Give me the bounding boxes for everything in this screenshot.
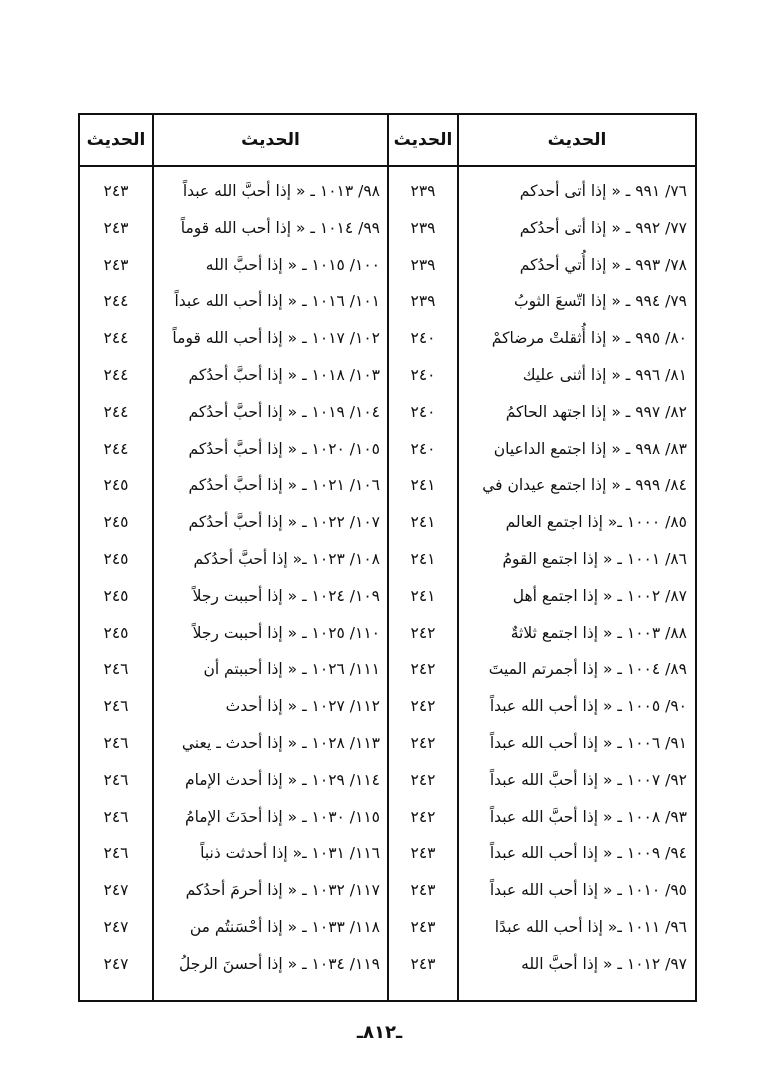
hadith-title-left: ١١٣/ ١٠٢٨ ـ « إذا أحدث ـ يعني — [181, 733, 380, 752]
table-row — [80, 394, 695, 431]
hadith-title-right: ٨٨/ ١٠٠٣ ـ « إذا اجتمع ثلاثةٌ — [510, 623, 687, 642]
hadith-title-left: ١١٥/ ١٠٣٠ ـ « إذا أحدَثَ الإمامُ — [184, 807, 380, 826]
header-hadith-num-right: الحديث — [393, 130, 453, 150]
hadith-title-left: ١٠٧/ ١٠٢٢ ـ « إذا أحبَّ أحدُكم — [188, 513, 380, 532]
table-row — [80, 615, 695, 652]
hadith-title-right: ٧٦/ ٩٩١ ـ « إذا أتى أحدكم — [519, 182, 687, 200]
page-number-right: ٢٣٩ — [410, 255, 436, 274]
table-row — [80, 725, 695, 762]
page-number-left: ٢٤٤ — [103, 402, 129, 421]
table-row — [80, 651, 695, 688]
hadith-title-left: ١١٨/ ١٠٣٣ ـ « إذا أحْسَنتُم من — [189, 917, 380, 936]
page-number-right: ٢٤١ — [410, 476, 436, 495]
table-row — [80, 431, 695, 468]
page-number-right: ٢٤٣ — [410, 844, 436, 863]
hadith-title-right: ٨٣/ ٩٩٨ ـ « إذا اجتمع الداعيان — [493, 439, 687, 458]
hadith-title-left: ١٠٩/ ١٠٢٤ ـ « إذا أحببت رجلاً — [192, 586, 380, 605]
header-hadith-title-left: الحديث — [241, 130, 300, 150]
hadith-title-left: ١١٤/ ١٠٢٩ ـ « إذا أحدث الإمام — [184, 770, 380, 789]
hadith-title-left: ١١٧/ ١٠٣٢ ـ « إذا أحرمَ أحدُكم — [185, 881, 380, 900]
page-number-right: ٢٤٢ — [410, 660, 436, 679]
hadith-title-left: ١١١/ ١٠٢٦ ـ « إذا أحببتم أن — [203, 660, 380, 679]
page-number-left: ٢٤٦ — [103, 770, 129, 789]
hadith-title-left: ١٠٢/ ١٠١٧ ـ « إذا أحب الله قوماً — [172, 329, 380, 348]
table-row — [80, 210, 695, 247]
page-number-right: ٢٤١ — [410, 549, 436, 568]
table-row — [80, 541, 695, 578]
hadith-title-left: ١٠٤/ ١٠١٩ ـ « إذا أحبَّ أحدُكم — [188, 402, 380, 421]
table-row — [80, 173, 695, 210]
page-number-left: ٢٤٦ — [103, 733, 129, 752]
hadith-title-right: ٧٩/ ٩٩٤ ـ « إذا اتّسعَ الثوبُ — [514, 292, 687, 311]
hadith-title-left: ١٠١/ ١٠١٦ ـ « إذا أحب الله عبداً — [174, 292, 380, 311]
page-number-right: ٢٤٠ — [410, 329, 436, 348]
page-number-right: ٢٤٣ — [410, 881, 436, 900]
page-number-left: ٢٤٥ — [103, 623, 129, 642]
page-number-left: ٢٤٦ — [103, 807, 129, 826]
table-row — [80, 762, 695, 799]
page-number-left: ٢٤٧ — [103, 881, 129, 900]
page-number-left: ٢٤٣ — [103, 218, 129, 237]
page-number-left: ٢٤٣ — [103, 182, 129, 200]
hadith-title-left: ١١٠/ ١٠٢٥ ـ « إذا أحببت رجلاً — [192, 623, 380, 642]
hadith-title-right: ٩٣/ ١٠٠٨ ـ « إذا أحبَّ الله عبداً — [489, 807, 687, 826]
header-hadith-num-left: الحديث — [86, 130, 146, 150]
page-number-right: ٢٤٢ — [410, 770, 436, 789]
page-number-right: ٢٣٩ — [410, 182, 436, 200]
page-number-left: ٢٤٥ — [103, 513, 129, 532]
hadith-title-left: ١١٩/ ١٠٣٤ ـ « إذا أحسنَ الرجلُ — [178, 954, 380, 973]
table-row — [80, 578, 695, 615]
table-row — [80, 799, 695, 836]
page-number-left: ٢٤٤ — [103, 439, 129, 458]
table-row — [80, 467, 695, 504]
hadith-title-right: ٧٧/ ٩٩٢ ـ « إذا أتى أحدُكم — [519, 218, 687, 237]
hadith-title-left: ١٠٠/ ١٠١٥ ـ « إذا أحبَّ الله — [205, 255, 380, 274]
hadith-title-right: ٩١/ ١٠٠٦ ـ « إذا أحب الله عبداً — [489, 733, 687, 752]
page-number-left: ٢٤٤ — [103, 329, 129, 348]
table-row — [80, 909, 695, 946]
page-number-right: ٢٤١ — [410, 586, 436, 605]
table-row — [80, 946, 695, 983]
page-number-left: ٢٤٦ — [103, 844, 129, 863]
table-row — [80, 247, 695, 284]
hadith-title-left: ١٠٨/ ١٠٢٣ ـ« إذا أحبَّ أحدُكم — [193, 549, 380, 568]
hadith-title-left: ١٠٥/ ١٠٢٠ ـ « إذا أحبَّ أحدُكم — [188, 439, 380, 458]
hadith-title-right: ٨٩/ ١٠٠٤ ـ « إذا أجمرتم الميتَ — [488, 660, 687, 679]
page-number-right: ٢٤٣ — [410, 917, 436, 936]
page-number-right: ٢٤٣ — [410, 954, 436, 973]
page-number-left: ٢٤٥ — [103, 586, 129, 605]
page-number-left: ٢٤٧ — [103, 954, 129, 973]
page-number-right: ٢٤٢ — [410, 623, 436, 642]
header-divider — [80, 165, 695, 167]
hadith-title-right: ٩٤/ ١٠٠٩ ـ « إذا أحب الله عبداً — [489, 844, 687, 863]
table-row — [80, 283, 695, 320]
page-number-right: ٢٤٢ — [410, 733, 436, 752]
page-number-left: ٢٤٧ — [103, 917, 129, 936]
hadith-title-left: ١١٢/ ١٠٢٧ ـ « إذا أحدث — [225, 697, 380, 716]
page-number-right: ٢٣٩ — [410, 218, 436, 237]
table-row — [80, 320, 695, 357]
page-number-left: ٢٤٤ — [103, 365, 129, 384]
page-number-left: ٢٤٦ — [103, 697, 129, 716]
hadith-title-right: ٨٦/ ١٠٠١ ـ « إذا اجتمع القومُ — [502, 549, 687, 568]
hadith-title-right: ٨٥/ ١٠٠٠ ـ« إذا اجتمع العالم — [505, 513, 687, 532]
hadith-title-right: ٨١/ ٩٩٦ ـ « إذا أثنى عليك — [522, 365, 687, 384]
hadith-title-right: ٨٧/ ١٠٠٢ ـ « إذا اجتمع أهل — [512, 586, 687, 605]
page-number: ـ٨١٢ـ — [356, 1022, 403, 1043]
hadith-title-right: ٩٧/ ١٠١٢ ـ « إذا أحبَّ الله — [521, 954, 687, 973]
hadith-title-left: ٩٩/ ١٠١٤ ـ « إذا أحب الله قوماً — [180, 218, 380, 237]
table-row — [80, 357, 695, 394]
page-number-right: ٢٤٢ — [410, 697, 436, 716]
hadith-title-right: ٩٢/ ١٠٠٧ ـ « إذا أحبَّ الله عبداً — [489, 770, 687, 789]
page-number-right: ٢٤٠ — [410, 402, 436, 421]
table-row — [80, 688, 695, 725]
page-number-left: ٢٤٥ — [103, 476, 129, 495]
page-number-left: ٢٤٣ — [103, 255, 129, 274]
hadith-title-right: ٩٠/ ١٠٠٥ ـ « إذا أحب الله عبداً — [489, 697, 687, 716]
hadith-title-right: ٨٢/ ٩٩٧ ـ « إذا اجتهد الحاكمُ — [505, 402, 687, 421]
hadith-title-right: ٩٦/ ١٠١١ ـ« إذا أحب الله عبدًا — [494, 917, 687, 936]
page-number-right: ٢٤١ — [410, 513, 436, 532]
hadith-title-right: ٨٤/ ٩٩٩ ـ « إذا اجتمع عيدان في — [482, 476, 687, 495]
page-number-right: ٢٣٩ — [410, 292, 436, 311]
hadith-title-left: ٩٨/ ١٠١٣ ـ « إذا أحبَّ الله عبداً — [182, 182, 380, 200]
page-number-left: ٢٤٤ — [103, 292, 129, 311]
hadith-title-right: ٩٥/ ١٠١٠ ـ « إذا أحب الله عبداً — [489, 881, 687, 900]
page-number-right: ٢٤٠ — [410, 439, 436, 458]
header-hadith-title-right: الحديث — [547, 130, 607, 150]
page-number-right: ٢٤٠ — [410, 365, 436, 384]
page-number-right: ٢٤٢ — [410, 807, 436, 826]
table-row — [80, 835, 695, 872]
hadith-title-right: ٨٠/ ٩٩٥ ـ « إذا أُثقلتْ مرضاكمْ — [491, 329, 687, 348]
index-table — [78, 113, 697, 1002]
page-number-left: ٢٤٥ — [103, 549, 129, 568]
hadith-title-right: ٧٨/ ٩٩٣ ـ « إذا أُتي أحدُكم — [519, 255, 687, 274]
hadith-title-left: ١٠٦/ ١٠٢١ ـ « إذا أحبَّ أحدُكم — [188, 476, 380, 495]
hadith-title-left: ١٠٣/ ١٠١٨ ـ « إذا أحبَّ أحدُكم — [188, 365, 380, 384]
hadith-title-left: ١١٦/ ١٠٣١ ـ« إذا أحدثت ذنباً — [200, 844, 380, 863]
table-body — [80, 173, 695, 983]
table-row — [80, 872, 695, 909]
table-row — [80, 504, 695, 541]
page-number-left: ٢٤٦ — [103, 660, 129, 679]
